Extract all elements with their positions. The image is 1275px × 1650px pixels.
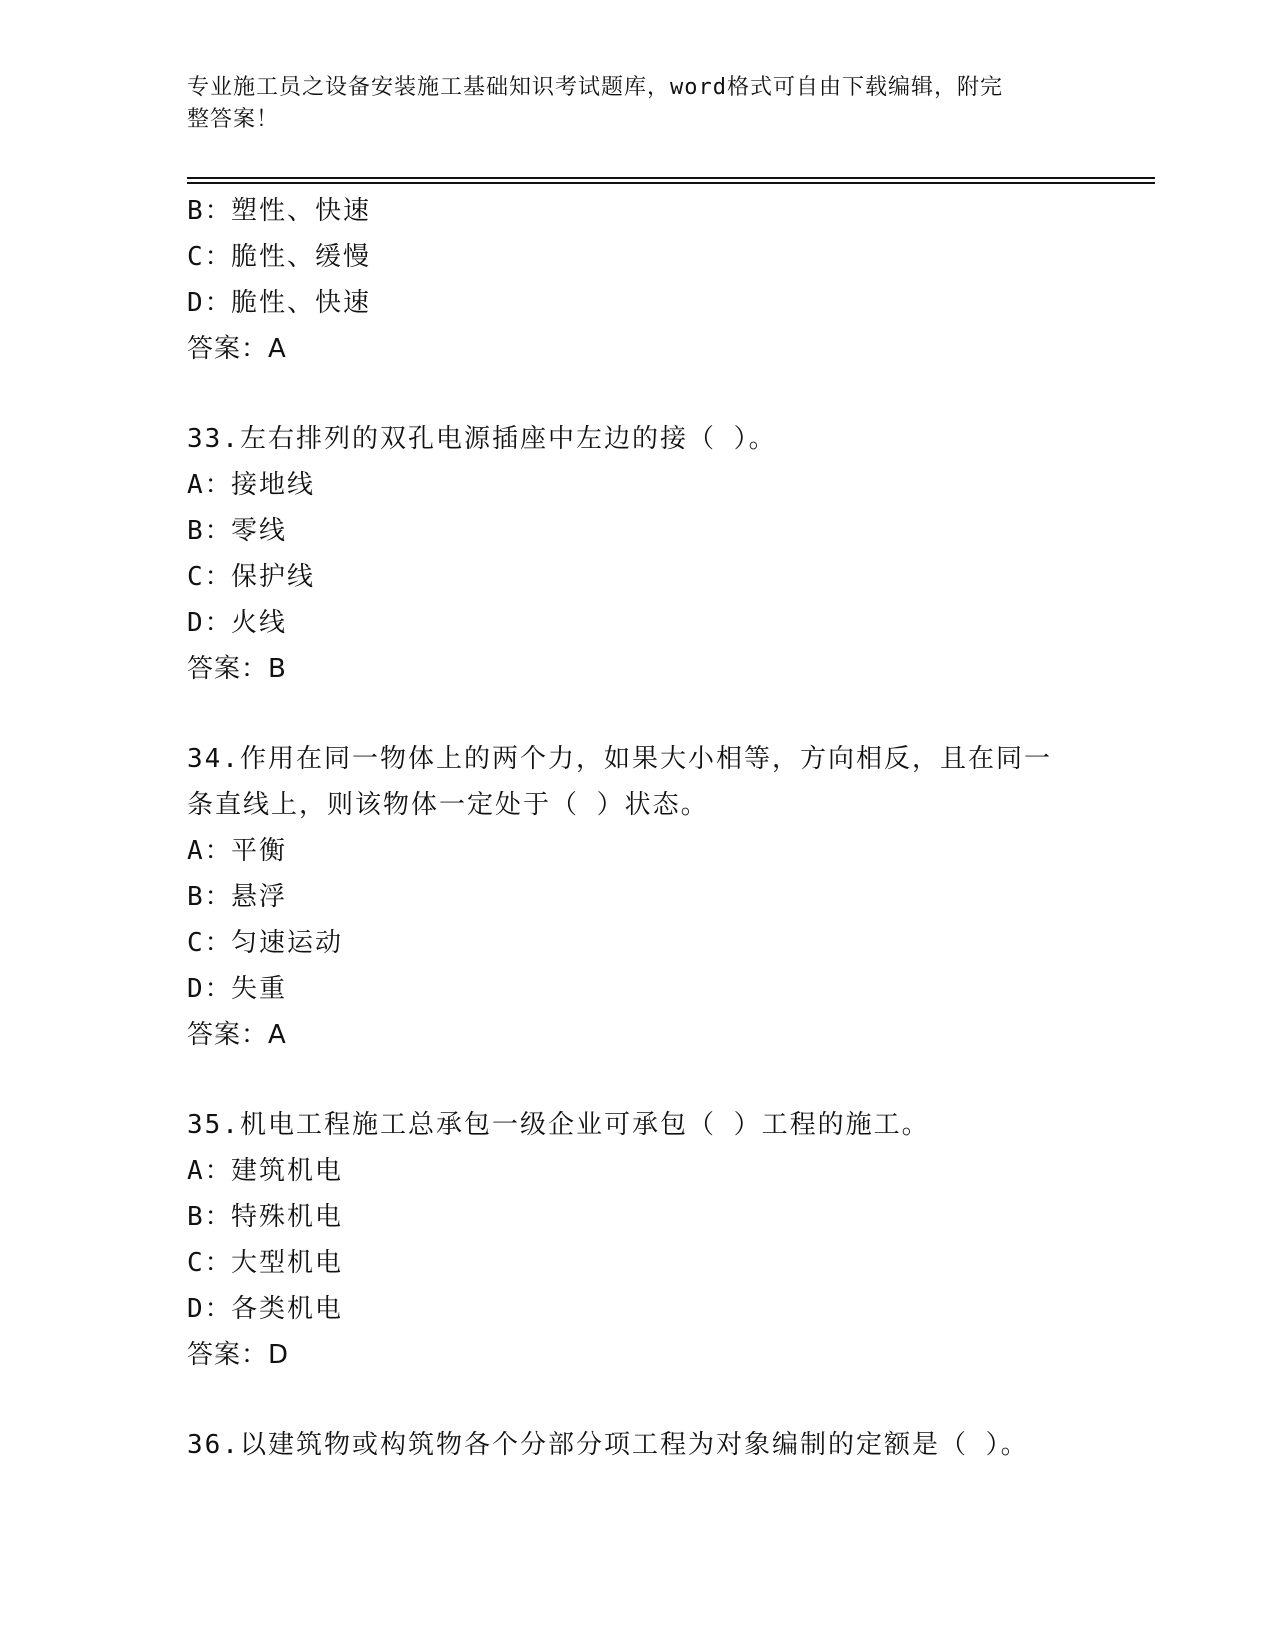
option-d: [187, 1286, 1087, 1332]
option-text: 大型机电: [231, 1248, 344, 1278]
option-letter: D：: [187, 608, 233, 638]
option-text: 悬浮: [231, 882, 288, 912]
header-title-line-1: 专业施工员之设备安装施工基础知识考试题库，word格式可自由下载编辑，附完: [187, 75, 1003, 100]
question-35: [187, 1102, 1087, 1378]
option-text: 脆性、缓慢: [231, 242, 372, 272]
option-text: 保护线: [231, 562, 316, 592]
option-letter: D：: [187, 974, 233, 1004]
option-letter: D：: [187, 288, 233, 318]
option-d: [187, 966, 1087, 1012]
option-d: [187, 600, 1087, 646]
option-letter: B：: [187, 882, 233, 912]
option-letter: C：: [187, 928, 233, 958]
question-list: [187, 188, 1087, 1468]
option-letter: C：: [187, 1248, 233, 1278]
option-letter: B：: [187, 516, 233, 546]
question-stem: 35.机电工程施工总承包一级企业可承包（ ）工程的施工。: [187, 1110, 930, 1140]
option-text: 脆性、快速: [231, 288, 372, 318]
question-stem: 34.作用在同一物体上的两个力，如果大小相等，方向相反，且在同一: [187, 744, 1052, 774]
option-b: [187, 1194, 1087, 1240]
option-letter: B：: [187, 1202, 233, 1232]
option-text: 各类机电: [231, 1294, 344, 1324]
answer-line: 答案：A: [187, 1020, 287, 1050]
header-divider-top: [187, 177, 1155, 179]
answer-line: 答案：D: [187, 1340, 290, 1370]
question-32-continuation: [187, 188, 1087, 372]
option-text: 匀速运动: [231, 928, 344, 958]
option-a: [187, 1148, 1087, 1194]
question-36: [187, 1422, 1087, 1468]
question-stem: 33.左右排列的双孔电源插座中左边的接（ ）。: [187, 424, 777, 454]
option-c: [187, 920, 1087, 966]
option-b: [187, 508, 1087, 554]
option-a: [187, 462, 1087, 508]
option-b: [187, 874, 1087, 920]
header-title-line-2: 整答案！: [187, 107, 280, 132]
option-text: 塑性、快速: [231, 196, 372, 226]
header-divider-bottom: [187, 182, 1155, 184]
question-stem-continued: 条直线上，则该物体一定处于（ ）状态。: [187, 790, 709, 820]
option-letter: A：: [187, 1156, 233, 1186]
question-stem: 36.以建筑物或构筑物各个分部分项工程为对象编制的定额是（ ）。: [187, 1430, 1029, 1460]
answer-line: 答案：A: [187, 334, 287, 364]
option-text: 平衡: [231, 836, 288, 866]
option-c: [187, 554, 1087, 600]
option-letter: A：: [187, 470, 233, 500]
answer-line: 答案：B: [187, 654, 287, 684]
option-letter: A：: [187, 836, 233, 866]
option-b: [187, 188, 1087, 234]
option-c: [187, 1240, 1087, 1286]
question-33: [187, 416, 1087, 692]
option-letter: C：: [187, 562, 233, 592]
document-header: [187, 72, 1067, 136]
option-text: 接地线: [231, 470, 316, 500]
option-text: 建筑机电: [231, 1156, 344, 1186]
option-d: [187, 280, 1087, 326]
option-text: 零线: [231, 516, 288, 546]
question-34: [187, 736, 1087, 1058]
option-c: [187, 234, 1087, 280]
option-a: [187, 828, 1087, 874]
option-text: 火线: [231, 608, 288, 638]
option-text: 特殊机电: [231, 1202, 344, 1232]
option-letter: B：: [187, 196, 233, 226]
option-text: 失重: [231, 974, 288, 1004]
option-letter: C：: [187, 242, 233, 272]
option-letter: D：: [187, 1294, 233, 1324]
